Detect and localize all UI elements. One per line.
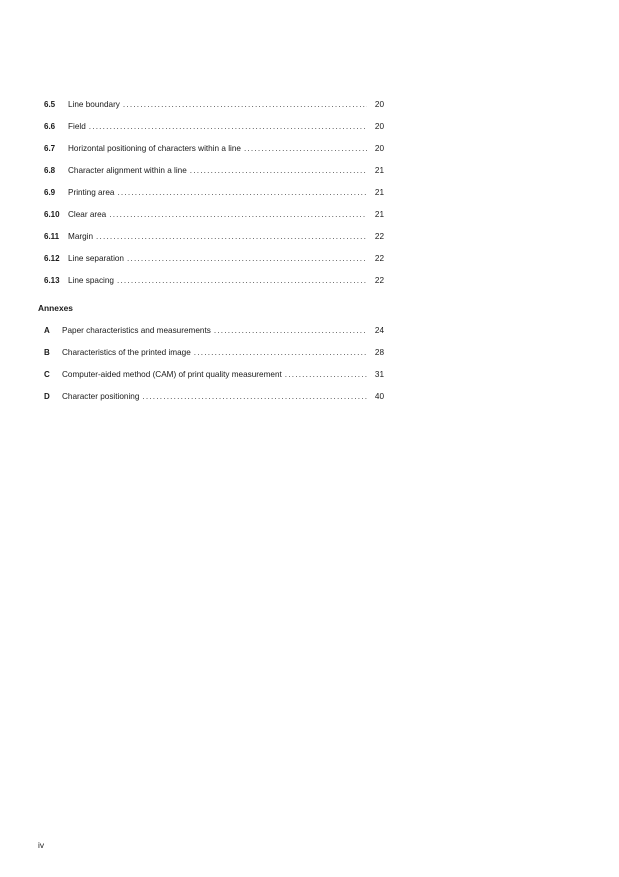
dot-leader	[244, 143, 367, 155]
dot-leader	[89, 121, 367, 133]
toc-sections	[44, 99, 384, 297]
page-number: 21	[374, 166, 384, 175]
section-title: Line separation	[68, 254, 124, 263]
toc-entry[interactable]	[44, 121, 384, 143]
section-number: 6.5	[44, 100, 56, 109]
section-number: 6.11	[44, 232, 60, 241]
toc-entry[interactable]	[44, 231, 384, 253]
annex-entry[interactable]	[44, 369, 384, 391]
page-number: 40	[374, 392, 384, 401]
annex-title: Paper characteristics and measurements	[62, 326, 211, 335]
section-number: 6.6	[44, 122, 56, 131]
section-title: Line spacing	[68, 276, 114, 285]
page-number: 20	[374, 122, 384, 131]
page-number: 22	[374, 232, 384, 241]
section-number: 6.12	[44, 254, 60, 263]
annex-letter: B	[44, 348, 50, 357]
section-title: Horizontal positioning of characters within a line	[68, 144, 241, 153]
annex-title: Computer-aided method (CAM) of print quality measurement	[62, 370, 282, 379]
section-number: 6.9	[44, 188, 56, 197]
dot-leader	[190, 165, 367, 177]
annex-entry[interactable]	[44, 347, 384, 369]
page-number: 22	[374, 254, 384, 263]
toc-entry[interactable]	[44, 209, 384, 231]
section-title: Line boundary	[68, 100, 120, 109]
toc-entry[interactable]	[44, 143, 384, 165]
section-number: 6.10	[44, 210, 60, 219]
toc-entry[interactable]	[44, 253, 384, 275]
dot-leader	[96, 231, 367, 243]
dot-leader	[127, 253, 367, 265]
annex-letter: C	[44, 370, 50, 379]
page-number: 20	[374, 144, 384, 153]
annex-letter: A	[44, 326, 50, 335]
page-number: 28	[374, 348, 384, 357]
dot-leader	[285, 369, 367, 381]
annex-letter: D	[44, 392, 50, 401]
dot-leader	[123, 99, 367, 111]
page-number: 31	[374, 370, 384, 379]
page-number: 20	[374, 100, 384, 109]
page-number: 22	[374, 276, 384, 285]
toc-entry[interactable]	[44, 275, 384, 297]
dot-leader	[117, 275, 367, 287]
toc-entry[interactable]	[44, 165, 384, 187]
section-title: Clear area	[68, 210, 107, 219]
section-number: 6.13	[44, 276, 60, 285]
annex-title: Characteristics of the printed image	[62, 348, 191, 357]
annex-entry[interactable]	[44, 391, 384, 413]
section-title: Margin	[68, 232, 94, 241]
section-title: Field	[68, 122, 86, 131]
annexes-heading: Annexes	[38, 303, 73, 313]
annex-title: Character positioning	[62, 392, 140, 401]
dot-leader	[109, 209, 367, 221]
page-number: 24	[374, 326, 384, 335]
page-number: 21	[374, 188, 384, 197]
dot-leader	[117, 187, 367, 199]
page-number: 21	[374, 210, 384, 219]
toc-entry[interactable]	[44, 187, 384, 209]
section-number: 6.7	[44, 144, 56, 153]
dot-leader	[214, 325, 367, 337]
dot-leader	[142, 391, 367, 403]
dot-leader	[194, 347, 367, 359]
toc-entry[interactable]	[44, 99, 384, 121]
toc-annexes	[44, 325, 384, 413]
section-title: Printing area	[68, 188, 115, 197]
section-number: 6.8	[44, 166, 56, 175]
footer-page-number: iv	[38, 840, 45, 850]
annex-entry[interactable]	[44, 325, 384, 347]
section-title: Character alignment within a line	[68, 166, 187, 175]
